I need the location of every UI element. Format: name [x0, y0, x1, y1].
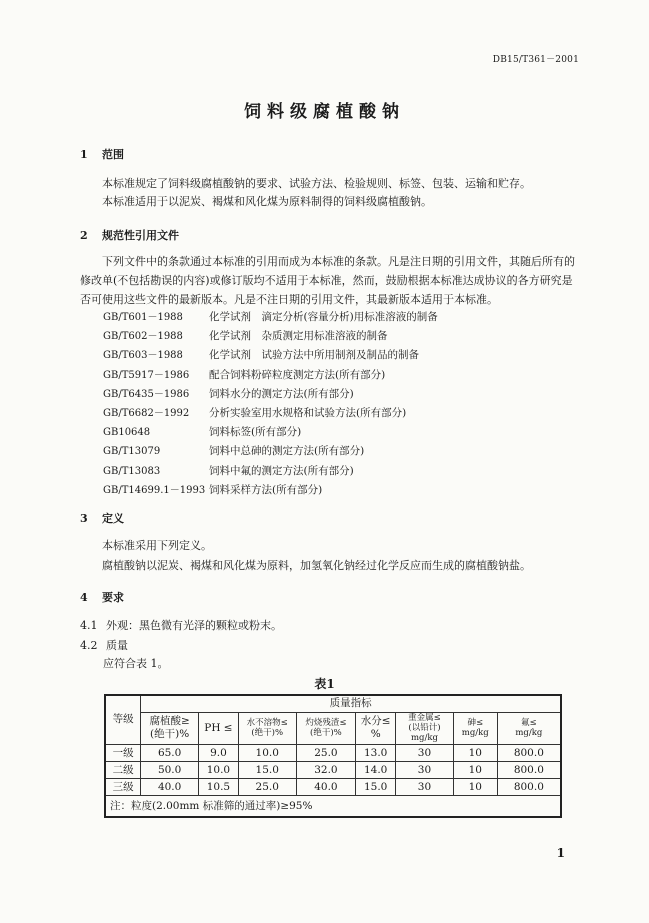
value-cell: 65.0 — [141, 744, 199, 761]
reference-code: GB/T5917－1986 — [103, 369, 190, 381]
grade-header: 等级 — [105, 695, 141, 744]
value-cell: 9.0 — [199, 744, 239, 761]
page-number: 1 — [556, 846, 565, 860]
document-title: 饲料级腐植酸钠 — [244, 102, 405, 122]
value-cell: 14.0 — [356, 761, 396, 778]
value-cell: 15.0 — [356, 778, 396, 795]
value-cell: 40.0 — [296, 778, 356, 795]
reference-code: GB/T13083 — [103, 465, 161, 477]
reference-item — [103, 481, 583, 500]
reference-code: GB/T13079 — [103, 446, 161, 458]
clause-number: 4.1 — [80, 619, 98, 632]
reference-code: GB/T601－1988 — [103, 312, 183, 323]
value-cell: 30 — [396, 778, 454, 795]
section-4-heading — [80, 589, 124, 605]
table-caption: 表1 — [314, 677, 335, 691]
requirement-4-1 — [80, 617, 282, 633]
reference-item — [103, 366, 583, 385]
value-cell: 32.0 — [296, 761, 356, 778]
grade-cell: 二级 — [105, 761, 141, 778]
section-2-intro: 下列文件中的条款通过本标准的引用而成为本标准的条款。凡是注日期的引用文件，其随后所有的修改单(不包括勘误的内容)或修订版均不适用于本标准，然而，鼓励根据本标准达成协议的各方研究是否可使用这些文件的最新版本。凡是不注日期的引用文件，其最新版本适用于本标准。 — [80, 255, 575, 306]
section-3-heading — [80, 510, 124, 526]
reference-item — [103, 327, 583, 346]
section-number: 3 — [80, 512, 88, 525]
section-number: 4 — [80, 591, 88, 604]
value-cell: 800.0 — [497, 778, 561, 795]
reference-title: 化学试剂 滴定分析(容量分析)用标准溶液的制备 — [209, 311, 438, 323]
quality-index-header: 质量指标 — [141, 695, 561, 712]
reference-title: 饲料采样方法(所有部分) — [209, 483, 323, 496]
value-cell: 10.5 — [199, 778, 239, 795]
value-cell: 800.0 — [497, 744, 561, 761]
reference-code: GB/T6682－1992 — [103, 407, 190, 419]
value-cell: 10.0 — [238, 744, 296, 761]
reference-title: 化学试剂 试验方法中所用制剂及制品的制备 — [209, 349, 419, 362]
reference-item — [103, 308, 583, 327]
value-cell: 40.0 — [141, 778, 199, 795]
reference-title: 配合饲料粉碎粒度测定方法(所有部分) — [209, 368, 386, 381]
grade-cell: 一级 — [105, 744, 141, 761]
reference-item — [103, 404, 583, 423]
value-cell: 10 — [453, 761, 497, 778]
column-header: 水不溶物≤ (绝干)% — [238, 712, 296, 744]
section-title: 规范性引用文件 — [102, 229, 179, 242]
value-cell: 13.0 — [356, 744, 396, 761]
reference-item — [103, 442, 583, 461]
reference-title: 饲料中氟的测定方法(所有部分) — [209, 464, 354, 477]
section-title: 范围 — [102, 148, 124, 161]
reference-item — [103, 423, 583, 442]
reference-title: 化学试剂 杂质测定用标准溶液的制备 — [209, 330, 388, 343]
reference-title: 分析实验室用水规格和试验方法(所有部分) — [209, 406, 407, 419]
clause-text: 外观：黑色微有光泽的颗粒或粉末。 — [106, 619, 282, 632]
reference-code: GB10648 — [103, 427, 151, 439]
section-1-paragraph-1: 本标准规定了饲料级腐植酸钠的要求、试验方法、检验规则、标签、包装、运输和贮存。 — [102, 177, 531, 190]
quality-spec-table — [104, 694, 562, 818]
value-cell: 50.0 — [141, 761, 199, 778]
value-cell: 15.0 — [238, 761, 296, 778]
value-cell: 10 — [453, 778, 497, 795]
column-header: 水分≤ % — [356, 712, 396, 744]
reference-code: GB/T6435－1986 — [103, 388, 190, 400]
reference-item — [103, 346, 583, 365]
section-number: 1 — [80, 148, 88, 161]
clause-number: 4.2 — [80, 639, 98, 652]
table-note-row — [105, 795, 561, 817]
reference-code: GB/T14699.1－1993 — [103, 484, 206, 496]
section-title: 要求 — [102, 591, 124, 604]
value-cell: 800.0 — [497, 761, 561, 778]
column-header: PH ≤ — [199, 712, 239, 744]
value-cell: 25.0 — [238, 778, 296, 795]
section-number: 2 — [80, 229, 88, 242]
value-cell: 30 — [396, 744, 454, 761]
table-note: 注：粒度(2.00mm 标准筛的通过率)≥95% — [105, 795, 561, 817]
value-cell: 30 — [396, 761, 454, 778]
requirement-4-2 — [80, 637, 128, 653]
table-row — [105, 744, 561, 761]
section-1-paragraph-2: 本标准适用于以泥炭、褐煤和风化煤为原料制得的饲料级腐植酸钠。 — [102, 195, 432, 208]
reference-title: 饲料中总砷的测定方法(所有部分) — [209, 445, 365, 458]
standard-code: DB15/T361－2001 — [492, 55, 579, 65]
reference-item — [103, 462, 583, 481]
reference-title: 饲料标签(所有部分) — [209, 426, 302, 439]
table-row — [105, 761, 561, 778]
normative-reference-list — [103, 308, 583, 500]
column-header: 砷≤ mg/kg — [453, 712, 497, 744]
reference-title: 饲料水分的测定方法(所有部分) — [209, 387, 354, 400]
column-header: 重金属≤ (以铅计) mg/kg — [396, 712, 454, 744]
column-header: 氟≤ mg/kg — [497, 712, 561, 744]
section-2-heading — [80, 227, 179, 243]
reference-item — [103, 385, 583, 404]
column-header: 灼烧残渣≤ (绝干)% — [296, 712, 356, 744]
section-title: 定义 — [102, 512, 124, 525]
section-3-paragraph-1: 本标准采用下列定义。 — [102, 539, 212, 552]
value-cell: 10 — [453, 744, 497, 761]
reference-code: GB/T602－1988 — [103, 331, 183, 343]
section-1-heading — [80, 146, 124, 162]
value-cell: 10.0 — [199, 761, 239, 778]
reference-code: GB/T603－1988 — [103, 350, 183, 362]
grade-cell: 三级 — [105, 778, 141, 795]
table-row — [105, 778, 561, 795]
value-cell: 25.0 — [296, 744, 356, 761]
section-3-paragraph-2: 腐植酸钠以泥炭、褐煤和风化煤为原料，加氢氧化钠经过化学反应而生成的腐植酸钠盐。 — [102, 559, 531, 572]
requirement-4-2-subtext: 应符合表 1。 — [103, 657, 169, 670]
column-header: 腐植酸≥ (绝干)% — [141, 712, 199, 744]
clause-text: 质量 — [106, 639, 128, 652]
